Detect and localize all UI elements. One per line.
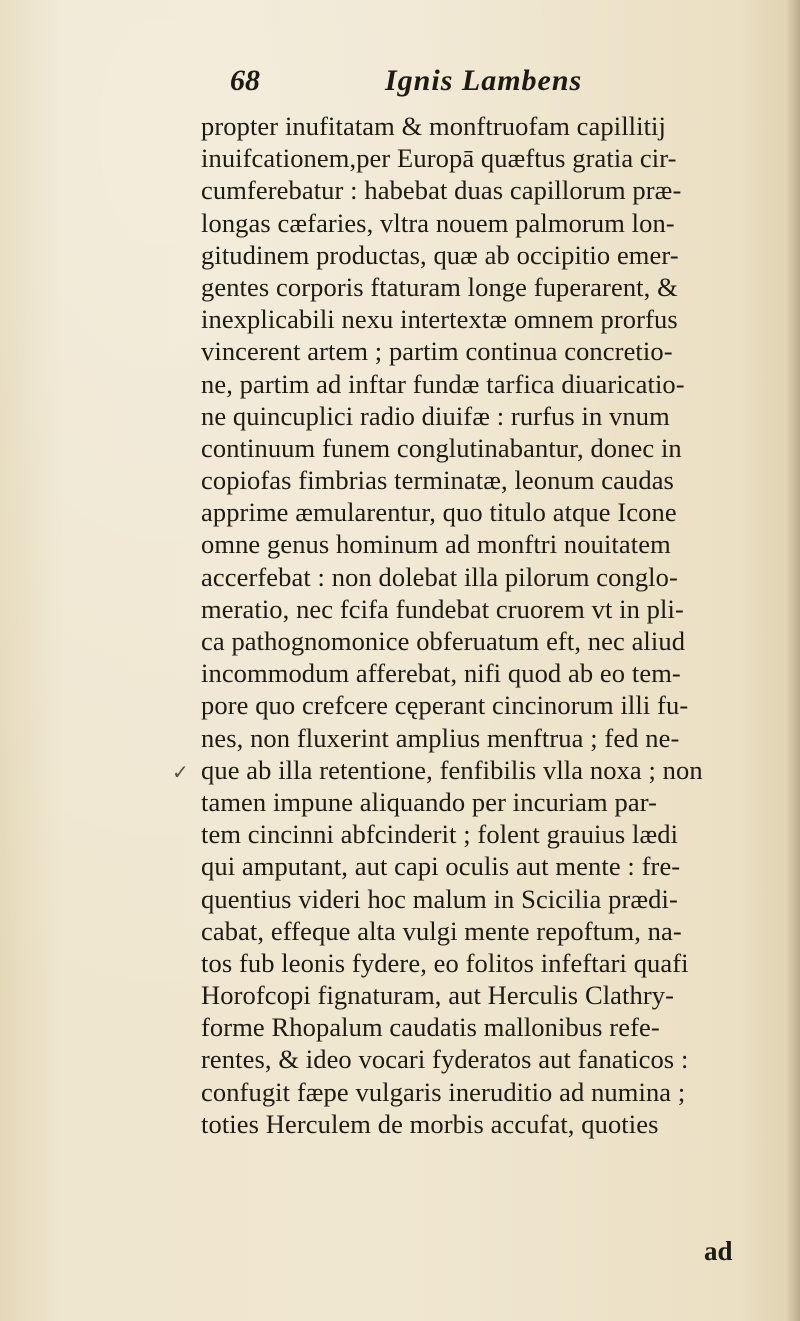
page-edge-shadow xyxy=(786,0,800,1321)
text-line: inexplicabili nexu intertextæ omnem prorfus xyxy=(201,304,678,335)
text-line: forme Rhopalum caudatis mallonibus refe- xyxy=(201,1012,660,1043)
text-line: que ab illa retentione, fenfibilis vlla noxa ; non xyxy=(201,754,703,785)
text-line: qui amputant, aut capi oculis aut mente : fre- xyxy=(201,851,681,882)
page-number: 68 xyxy=(230,64,260,97)
text-line: meratio, nec fcifa fundebat cruorem vt in pli- xyxy=(201,593,684,624)
text-line: toties Herculem de morbis accufat, quoties xyxy=(201,1108,659,1139)
text-line: longas cæfaries, vltra nouem palmorum lon- xyxy=(201,207,675,238)
catchword: ad xyxy=(704,1236,733,1266)
text-line: propter inufitatam & monftruofam capillitij xyxy=(201,111,666,141)
text-line: tem cincinni abfcinderit ; folent grauius lædi xyxy=(201,819,679,850)
text-line: tamen impune aliquando per incuriam par- xyxy=(201,786,658,817)
text-line: vincerent artem ; partim continua concretio- xyxy=(201,336,673,367)
text-line: Horofcopi fignaturam, aut Herculis Clathry- xyxy=(201,980,675,1011)
text-line: nes, non fluxerint amplius menftrua ; fed ne- xyxy=(201,722,680,753)
text-line: cabat, effeque alta vulgi mente repoftum, na- xyxy=(201,915,682,946)
text-line: incommodum afferebat, nifi quod ab eo tem- xyxy=(201,658,681,689)
text-line: copiofas fimbrias terminatæ, leonum caudas xyxy=(201,465,674,496)
text-line: inuifcationem,per Europā quæftus gratia cir- xyxy=(201,143,677,174)
text-line: ne, partim ad inftar fundæ tarfica diuaricatio- xyxy=(201,368,685,399)
running-header xyxy=(200,64,760,104)
text-line: pore quo crefcere cęperant cincinorum illi fu- xyxy=(201,690,689,721)
text-line: accerfebat : non dolebat illa pilorum conglo- xyxy=(201,561,678,592)
text-line: gentes corporis ftaturam longe fuperarent, & xyxy=(201,271,678,302)
text-line: cumferebatur : habebat duas capillorum præ- xyxy=(201,175,682,206)
text-line: omne genus hominum ad monftri nouitatem xyxy=(201,529,671,560)
text-line: ca pathognomonice obferuatum eft, nec aliud xyxy=(201,626,686,656)
margin-mark: ✓ xyxy=(172,762,189,784)
running-title: Ignis Lambens xyxy=(385,64,583,97)
text-line: ne quincuplici radio diuifæ : rurfus in vnum xyxy=(201,400,670,431)
text-line: rentes, & ideo vocari fyderatos aut fanaticos : xyxy=(201,1044,689,1075)
text-line: quentius videri hoc malum in Scicilia prædi- xyxy=(201,883,678,914)
text-line: confugit fæpe vulgaris ineruditio ad numina ; xyxy=(201,1076,686,1107)
body-text xyxy=(201,110,781,1140)
text-line: tos fub leonis fydere, eo folitos infeftari quafi xyxy=(201,947,689,978)
text-line: continuum funem conglutinabantur, donec in xyxy=(201,432,682,463)
text-line: gitudinem productas, quæ ab occipitio emer- xyxy=(201,239,679,270)
text-line: apprime æmularentur, quo titulo atque Icone xyxy=(201,497,677,528)
